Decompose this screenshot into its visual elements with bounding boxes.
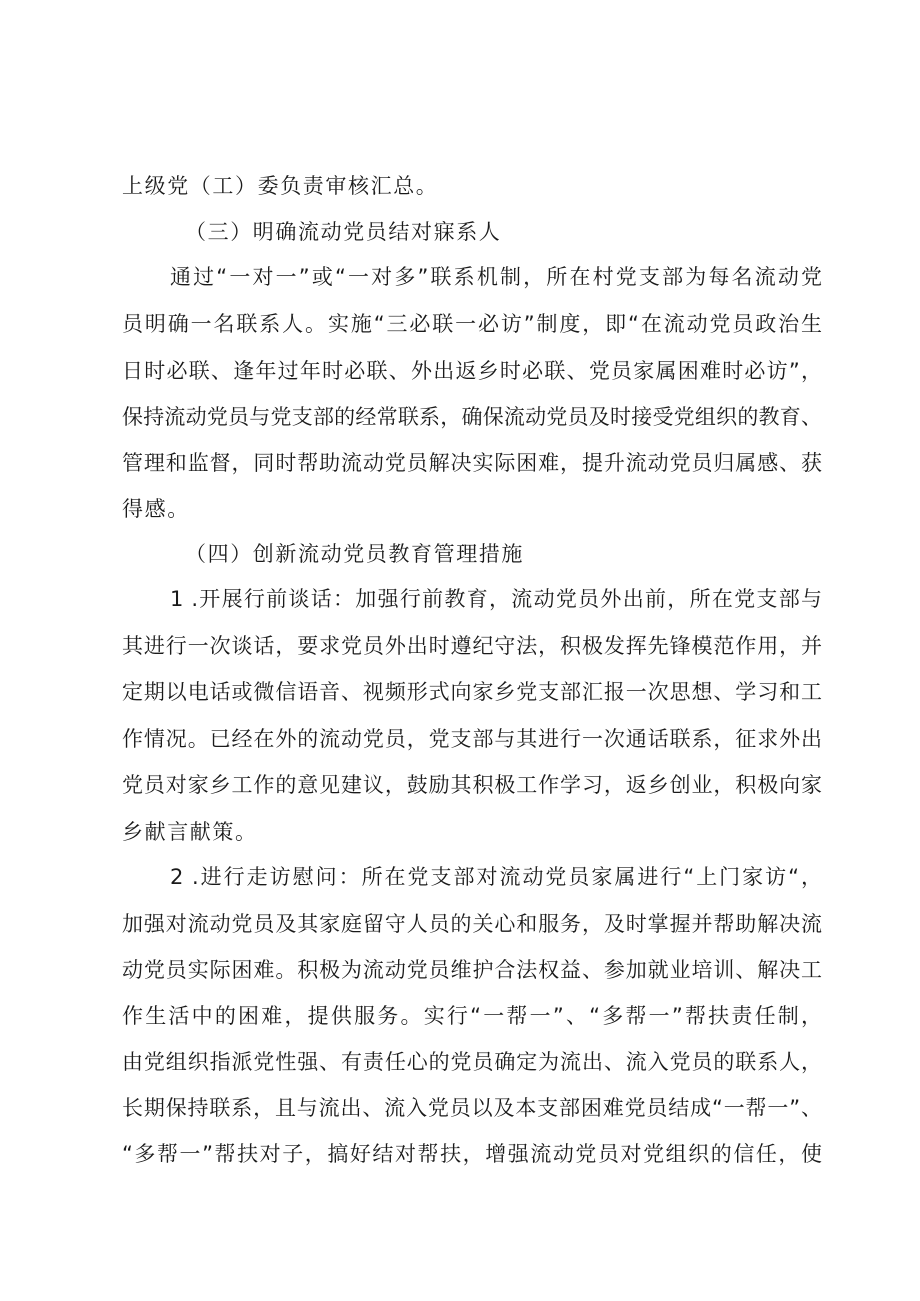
paragraph-line: 由党组织指派党性强、有责任心的党员确定为流出、流入党员的联系人， — [122, 1050, 822, 1074]
section-heading-4: （四）创新流动党员教育管理措施 — [185, 542, 524, 566]
paragraph-line: 定期以电话或微信语音、视频形式向家乡党支部汇报一次思想、学习和工 — [122, 680, 822, 704]
paragraph-line: 保持流动党员与党支部的经常联系，确保流动党员及时接受党组织的教育、 — [122, 405, 822, 429]
paragraph-line: 作情况。已经在外的流动党员，党支部与其进行一次通话联系，征求外出 — [122, 727, 822, 751]
paragraph-line: 得感。 — [122, 497, 190, 521]
paragraph-line: 其进行一次谈话，要求党员外出时遵纪守法，积极发挥先锋模范作用，并 — [122, 634, 822, 658]
section-heading-3: （三）明确流动党员结对寐系人 — [185, 220, 502, 244]
paragraph-line: 日时必联、逢年过年时必联、外出返乡时必联、党员家属困难时必访”， — [122, 359, 822, 383]
paragraph-line: 加强对流动党员及其家庭留守人员的关心和服务，及时掌握并帮助解决流 — [122, 912, 822, 936]
paragraph-line: 通过“一对一”或“一对多”联系机制，所在村党支部为每名流动党 — [170, 265, 822, 289]
paragraph-line: 动党员实际困难。积极为流动党员维护合法权益、参加就业培训、解决工 — [122, 958, 822, 982]
paragraph-line: 党员对家乡工作的意见建议，鼓励其积极工作学习，返乡创业，积极向家 — [122, 773, 822, 797]
paragraph-line: 2 .进行走访慰问：所在党支部对流动党员家属进行“上门家访“， — [170, 865, 822, 889]
paragraph-line: 作生活中的困难，提供服务。实行“一帮一”、“多帮一”帮扶责任制， — [122, 1004, 822, 1028]
paragraph-line: 上级党（工）委负责审核汇总。 — [122, 174, 439, 198]
paragraph-line: “多帮一”帮扶对子，搞好结对帮扶，增强流动党员对党组织的信任，使 — [122, 1142, 822, 1166]
paragraph-line: 长期保持联系，且与流出、流入党员以及本支部困难党员结成“一帮一”、 — [122, 1096, 822, 1120]
paragraph-line: 1 .开展行前谈话：加强行前教育，流动党员外出前，所在党支部与 — [170, 587, 822, 611]
paragraph-line: 乡献言献策。 — [122, 820, 258, 844]
paragraph-line: 员明确一名联系人。实施“三必联一必访”制度，即“在流动党员政治生 — [122, 312, 822, 336]
paragraph-line: 管理和监督，同时帮助流动党员解决实际困难，提升流动党员归属感、获 — [122, 451, 822, 475]
